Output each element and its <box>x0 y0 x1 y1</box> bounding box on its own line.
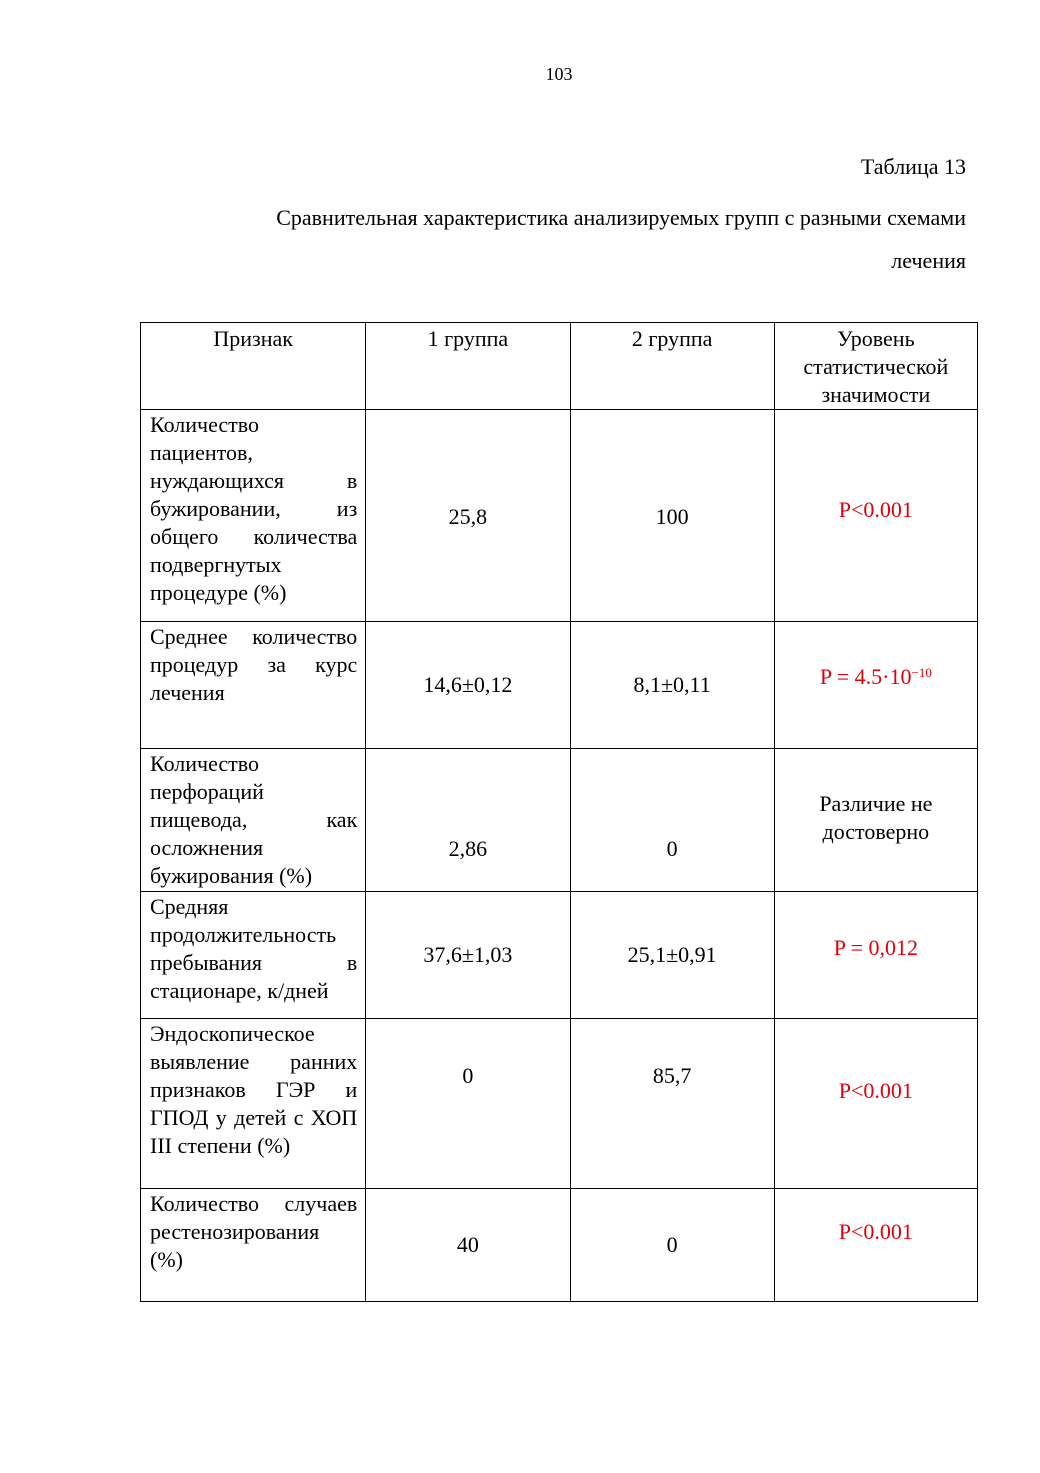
comparison-table <box>140 322 978 1302</box>
page-number: 103 <box>545 64 573 84</box>
table-row <box>141 410 978 622</box>
row-significance: P = 0,012 <box>774 892 977 1019</box>
row-feature: Количество перфораций пищевода, как осложнения бужирования (%) <box>141 749 366 892</box>
row-group-2-value: 8,1±0,11 <box>570 622 774 749</box>
row-significance: Различие не достоверно <box>774 749 977 892</box>
header-group-2: 2 группа <box>570 323 774 410</box>
row-significance: P<0.001 <box>774 1019 977 1189</box>
row-group-1-value: 25,8 <box>366 410 570 622</box>
row-group-2-value: 0 <box>570 749 774 892</box>
row-feature: Средняя продолжительность пребывания в стационаре, к/дней <box>141 892 366 1019</box>
table-row <box>141 892 978 1019</box>
table-row <box>141 1189 978 1302</box>
row-group-2-value: 25,1±0,91 <box>570 892 774 1019</box>
table-row <box>141 749 978 892</box>
table-header-row <box>141 323 978 410</box>
header-feature: Признак <box>141 323 366 410</box>
header-group-1: 1 группа <box>366 323 570 410</box>
row-significance: $P = 4.5\cdot 10^{-10}$ <box>774 622 977 749</box>
row-feature: Эндоскопическое выявление ранних признаков ГЭР и ГПОД у детей с ХОП III степени (%) <box>141 1019 366 1189</box>
row-significance: P<0.001 <box>774 1189 977 1302</box>
row-group-2-value: 85,7 <box>570 1019 774 1189</box>
row-feature: Среднее количество процедур за курс лечения <box>141 622 366 749</box>
table-row <box>141 622 978 749</box>
table-label: Таблица 13 <box>860 154 966 179</box>
row-significance: P<0.001 <box>774 410 977 622</box>
row-group-1-value: 37,6±1,03 <box>366 892 570 1019</box>
table-title: Сравнительная характеристика анализируемых групп с разными схемами лечения <box>276 205 966 273</box>
row-group-1-value: 40 <box>366 1189 570 1302</box>
row-group-1-value: 0 <box>366 1019 570 1189</box>
row-feature: Количество случаев рестенозирования (%) <box>141 1189 366 1302</box>
row-group-1-value: 14,6±0,12 <box>366 622 570 749</box>
row-group-2-value: 100 <box>570 410 774 622</box>
table-row <box>141 1019 978 1189</box>
row-feature: Количество пациентов, нуждающихся в бужировании, из общего количества подвергнутых процедуре (%) <box>141 410 366 622</box>
row-group-2-value: 0 <box>570 1189 774 1302</box>
significance-exponent: −10 <box>911 665 932 680</box>
header-significance: Уровень статистической значимости <box>774 323 977 410</box>
row-group-1-value: 2,86 <box>366 749 570 892</box>
